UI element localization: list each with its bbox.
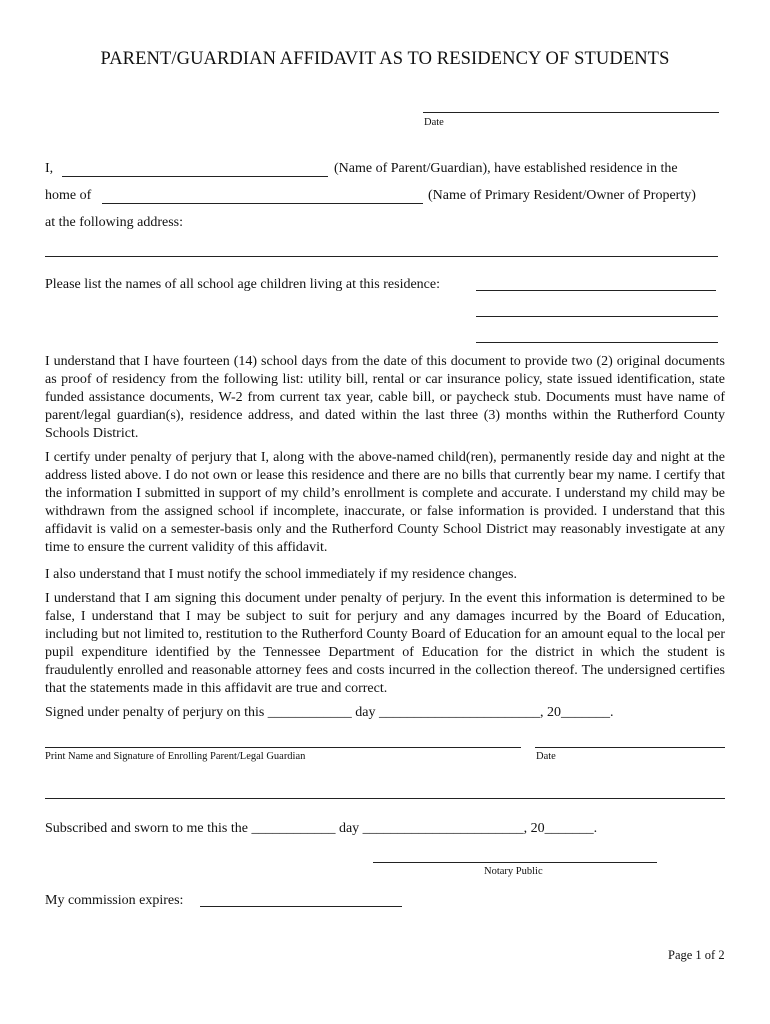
- child-name-field-2[interactable]: [476, 316, 718, 317]
- address-label: at the following address:: [45, 215, 184, 230]
- address-field[interactable]: [45, 256, 718, 257]
- line2-prefix: home of: [45, 188, 92, 203]
- children-label: Please list the names of all school age children living at this residence:: [45, 277, 441, 292]
- notary-info-field[interactable]: [45, 798, 725, 799]
- line1-suffix: (Name of Parent/Guardian), have established residence in the: [334, 161, 678, 176]
- parent-name-field[interactable]: [62, 176, 328, 177]
- line1-prefix: I,: [45, 161, 54, 176]
- signed-line[interactable]: Signed under penalty of perjury on this ____________ day _______________________, 20_______.: [45, 705, 614, 720]
- signature-date-field[interactable]: [535, 747, 725, 748]
- paragraph-perjury: I understand that I am signing this document under penalty of perjury. In the event this information is determined to be false, I understand that I may be subject to suit for perjury and any damages incurred by the Board of Education, including but not limited to, restitution to the Rutherford County Board of Education for an amount equal to the local per pupil expenditure identified by the Tennessee Department of Education for the district in which the student is fraudulently enrolled and reasonable attorney fees and costs incurred in the collection thereof. The undersigned certifies that the statements made in this affidavit are true and correct.: [45, 591, 725, 696]
- commission-label: My commission expires:: [45, 893, 184, 908]
- date-label: Date: [424, 117, 444, 128]
- sworn-line[interactable]: Subscribed and sworn to me this the ____________ day _______________________, 20_______.: [45, 821, 598, 836]
- paragraph-certify: I certify under penalty of perjury that I, along with the above-named child(ren), permanently reside day and night at the address listed above. I do not own or lease this residence and there are no bills that currently bear my name. I certify that the information I submitted in support of my child’s enrollment is complete and accurate. I understand my child may be withdrawn from the assigned school if incomplete, inaccurate, or false information is provided. I understand that this affidavit is valid on a semester-basis only and the Rutherford County School District may reasonably investigate at any time to ensure the current validity of this affidavit.: [45, 450, 725, 555]
- signature-date-label: Date: [536, 751, 556, 762]
- page-number: Page 1 of 2: [668, 948, 725, 962]
- child-name-field-3[interactable]: [476, 342, 718, 343]
- paragraph-proof-of-residency: I understand that I have fourteen (14) school days from the date of this document to provide two (2) original documents as proof of residency from the following list: utility bill, rental or car insurance policy, state issued identification, state funded assistance documents, W-2 from current tax year, cable bill, or paycheck stub. Documents must have name of parent/legal guardian(s), residence address, and dated within the last three (3) months within the Rutherford County Schools District.: [45, 354, 725, 441]
- date-field-line[interactable]: [423, 112, 719, 113]
- owner-name-field[interactable]: [102, 203, 423, 204]
- print-name-label: Print Name and Signature of Enrolling Parent/Legal Guardian: [45, 751, 306, 762]
- notary-public-label: Notary Public: [484, 866, 543, 877]
- document-title: PARENT/GUARDIAN AFFIDAVIT AS TO RESIDENCY OF STUDENTS: [100, 49, 670, 69]
- line2-suffix: (Name of Primary Resident/Owner of Property): [428, 188, 696, 203]
- paragraph-notify: I also understand that I must notify the school immediately if my residence changes.: [45, 567, 517, 582]
- commission-expires-field[interactable]: [200, 906, 402, 907]
- notary-signature-field[interactable]: [373, 862, 657, 863]
- signature-field[interactable]: [45, 747, 521, 748]
- child-name-field-1[interactable]: [476, 290, 716, 291]
